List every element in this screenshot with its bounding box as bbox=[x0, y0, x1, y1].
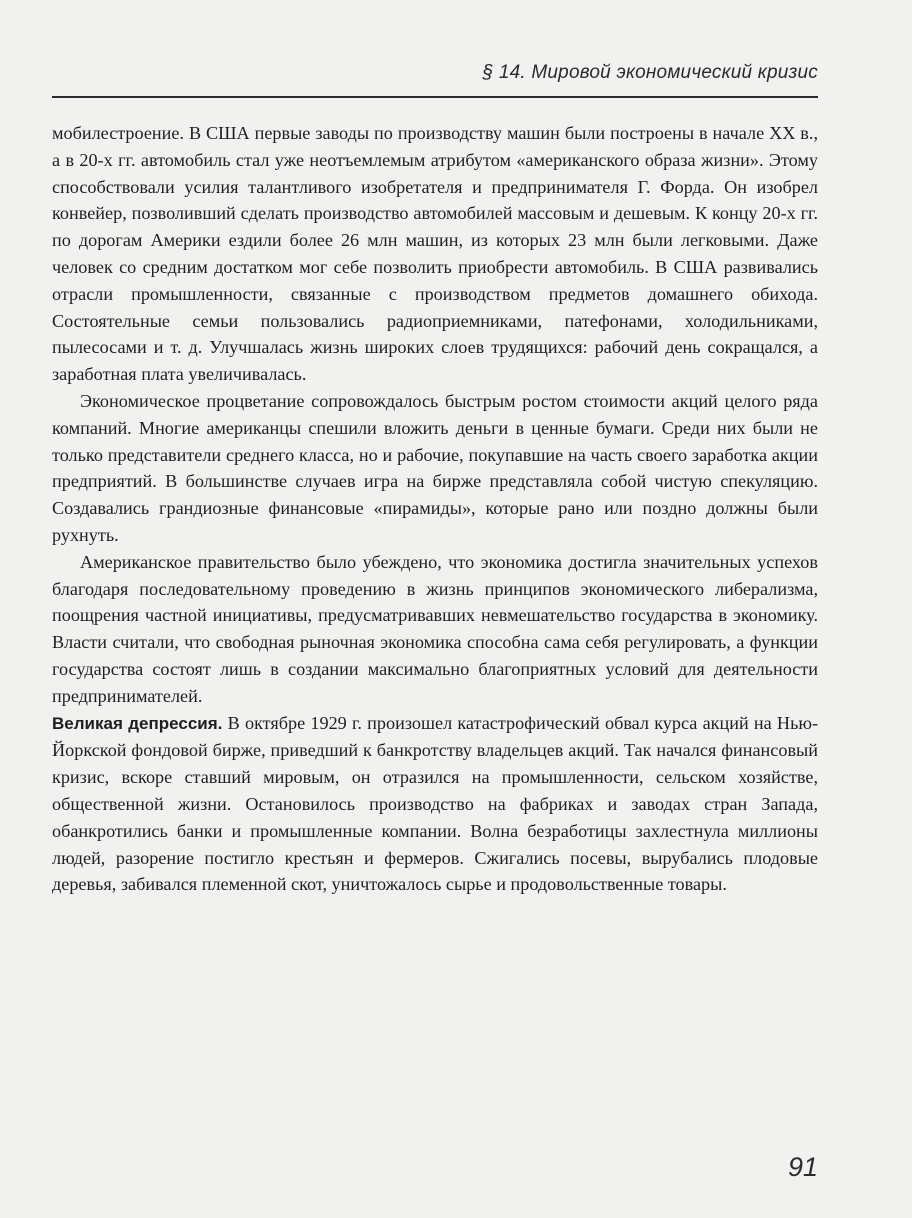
page-number: 91 bbox=[787, 1152, 818, 1182]
paragraph-4-text: В октябре 1929 г. произошел катастрофический обвал курса акций на Нью-Йоркской фондовой бирже, приведший к банкротству владельцев акций. Так начался финансовый кризис, вскоре ставший мировым, он отразился на промышленности, сельском хозяйстве, общественной жизни. Остановилось производство на фабриках и заводах стран Запада, обанкротились банки и промышленные компании. Волна безработицы захлестнула миллионы людей, разорение постигло крестьян и фермеров. Сжигались посевы, вырубались плодовые деревья, забивался племенной скот, уничтожалось сырье и продовольственные товары. bbox=[52, 712, 819, 895]
section-title: Великая депрессия. bbox=[52, 713, 223, 733]
page-body bbox=[52, 120, 818, 898]
paragraph-4 bbox=[52, 710, 818, 899]
running-header: § 14. Мировой экономический кризис bbox=[482, 62, 818, 83]
paragraph-1: мобилестроение. В США первые заводы по производству машин были построены в начале XX в., а в 20-х гг. автомобиль стал уже неотъемлемым атрибутом «американского образа жизни». Этому способствовали усилия талантливого изобретателя и предпринимателя Г. Форда. Он изобрел конвейер, позволивший сделать производство автомобилей массовым и дешевым. К концу 20-х гг. по дорогам Америки ездили более 26 млн машин, из которых 23 млн были легковыми. Даже человек со средним достатком мог себе позволить приобрести автомобиль. В США развивались отрасли промышленности, связанные с производством предметов домашнего обихода. Состоятельные семьи пользовались радиоприемниками, патефонами, холодильниками, пылесосами и т. д. Улучшалась жизнь широких слоев трудящихся: рабочий день сокращался, а заработная плата увеличивалась. bbox=[52, 123, 818, 385]
paragraph-2: Экономическое процветание сопровождалось быстрым ростом стоимости акций целого ряда компаний. Многие американцы спешили вложить деньги в ценные бумаги. Среди них были не только представители среднего класса, но и рабочие, покупавшие на часть своего заработка акции предприятий. В большинстве случаев игра на бирже представляла собой чистую спекуляцию. Создавались грандиозные финансовые «пирамиды», которые рано или поздно должны были рухнуть. bbox=[52, 390, 818, 545]
paragraph-3: Американское правительство было убеждено, что экономика достигла значительных успехов благодаря последовательному проведению в жизнь принципов экономического либерализма, поощрения частной инициативы, предусматривавших невмешательство государства в экономику. Власти считали, что свободная рыночная экономика способна сама себя регулировать, а функции государства состоят лишь в создании максимально благоприятных условий для деятельности предпринимателей. bbox=[52, 551, 818, 706]
header-rule bbox=[52, 96, 818, 98]
